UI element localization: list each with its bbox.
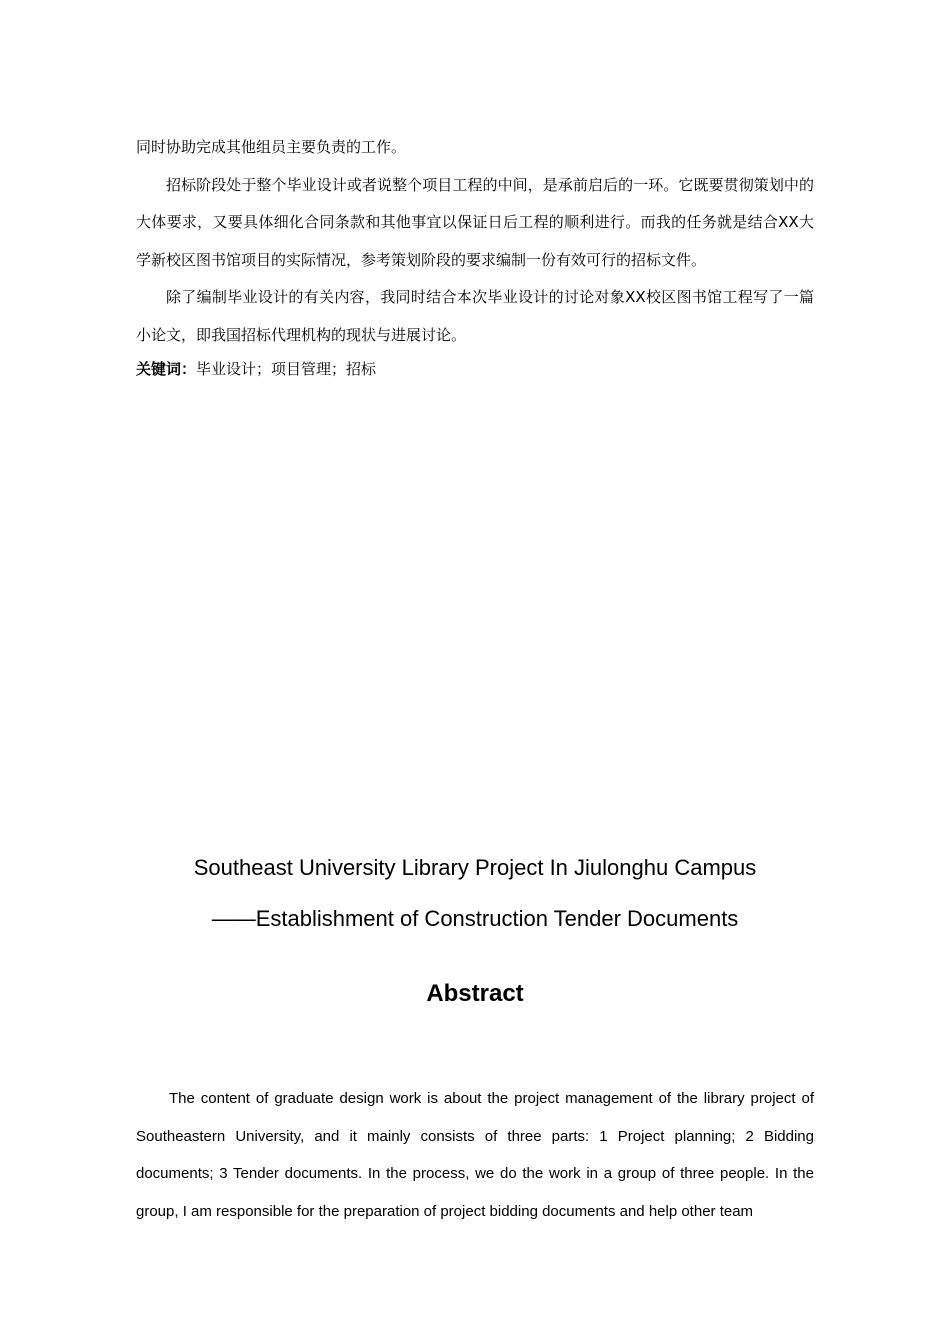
chinese-abstract-block [136,129,814,384]
chinese-paragraph-2: 招标阶段处于整个毕业设计或者说整个项目工程的中间，是承前启后的一环。它既要贯彻策划中的大体要求，又要具体细化合同条款和其他事宜以保证日后工程的顺利进行。而我的任务就是结合XX大学新校区图书馆项目的实际情况，参考策划阶段的要求编制一份有效可行的招标文件。 [136,175,814,269]
abstract-heading: Abstract [426,980,524,1007]
english-title-line-1: Southeast University Library Project In Jiulonghu Campus [193,855,757,880]
keywords-label: 关键词： [136,360,197,378]
english-abstract-body: The content of graduate design work is about the project management of the library project of Southeastern University, and it mainly consists of three parts: 1 Project planning; 2 Bidding documents; 3 Tender documents. In the process, we do the work in a group of three people. In the group, I am responsible for the preparation of project bidding documents and help other team [136,1090,814,1220]
keywords-line [136,354,814,384]
chinese-paragraph-1: 同时协助完成其他组员主要负责的工作。 [136,138,407,156]
english-title-line-2: ——Establishment of Construction Tender Documents [211,906,739,931]
chinese-paragraph-3: 除了编制毕业设计的有关内容，我同时结合本次毕业设计的讨论对象XX校区图书馆工程写了一篇小论文，即我国招标代理机构的现状与进展讨论。 [136,288,814,344]
keywords-text: 毕业设计；项目管理；招标 [196,360,377,378]
